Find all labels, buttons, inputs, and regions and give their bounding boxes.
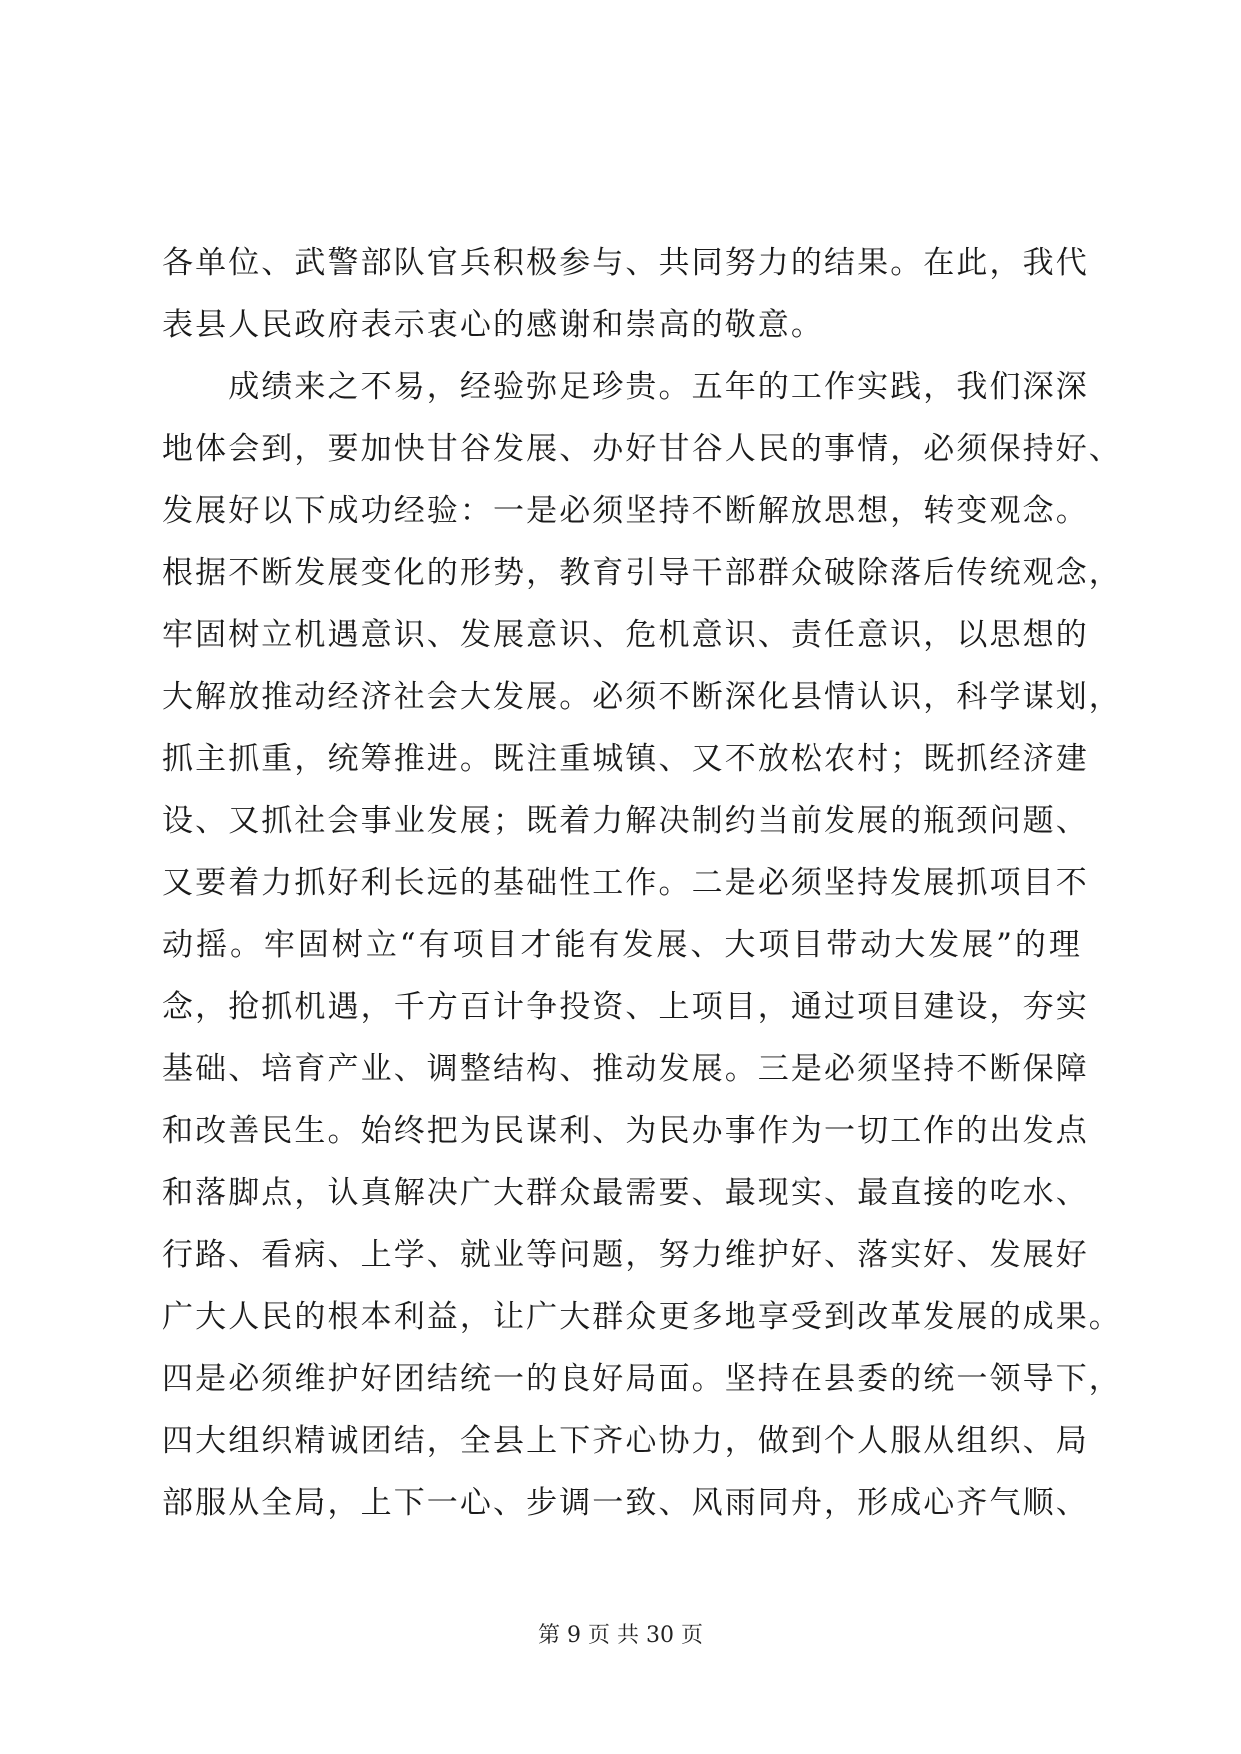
- text-line: 部服从全局，上下一心、步调一致、风雨同舟，形成心齐气顺、: [162, 1485, 1089, 1521]
- text-line: 和改善民生。始终把为民谋利、为民办事作为一切工作的出发点: [162, 1113, 1089, 1149]
- page-number-footer: 第 9 页 共 30 页: [538, 1623, 703, 1648]
- text-line: 四大组织精诚团结，全县上下齐心协力，做到个人服从组织、局: [162, 1423, 1089, 1459]
- text-line: 各单位、武警部队官兵积极参与、共同努力的结果。在此，我代: [162, 245, 1089, 281]
- text-line: 广大人民的根本利益，让广大群众更多地享受到改革发展的成果。: [162, 1299, 1122, 1335]
- text-line: 发展好以下成功经验：一是必须坚持不断解放思想，转变观念。: [162, 493, 1089, 529]
- text-line: 表县人民政府表示衷心的感谢和崇高的敬意。: [162, 307, 824, 343]
- text-line: 设、又抓社会事业发展；既着力解决制约当前发展的瓶颈问题、: [162, 803, 1089, 839]
- text-line: 大解放推动经济社会大发展。必须不断深化县情认识，科学谋划，: [162, 679, 1122, 715]
- text-line: 地体会到，要加快甘谷发展、办好甘谷人民的事情，必须保持好、: [162, 431, 1122, 467]
- text-line: 行路、看病、上学、就业等问题，努力维护好、落实好、发展好: [162, 1237, 1089, 1273]
- body-text: [162, 232, 1122, 1534]
- text-line: 根据不断发展变化的形势，教育引导干部群众破除落后传统观念，: [162, 555, 1122, 591]
- text-line: 又要着力抓好利长远的基础性工作。二是必须坚持发展抓项目不: [162, 865, 1089, 901]
- text-line: 四是必须维护好团结统一的良好局面。坚持在县委的统一领导下，: [162, 1361, 1122, 1397]
- text-line: 念，抢抓机遇，千方百计争投资、上项目，通过项目建设，夯实: [162, 989, 1089, 1025]
- text-line: 牢固树立机遇意识、发展意识、危机意识、责任意识，以思想的: [162, 617, 1089, 653]
- text-line: 成绩来之不易，经验弥足珍贵。五年的工作实践，我们深深: [162, 369, 1089, 405]
- text-line: 基础、培育产业、调整结构、推动发展。三是必须坚持不断保障: [162, 1051, 1089, 1087]
- text-line: 抓主抓重，统筹推进。既注重城镇、又不放松农村；既抓经济建: [162, 741, 1089, 777]
- text-line: 和落脚点，认真解决广大群众最需要、最现实、最直接的吃水、: [162, 1175, 1089, 1211]
- text-line: 动摇。牢固树立“有项目才能有发展、大项目带动大发展”的理: [162, 927, 1082, 963]
